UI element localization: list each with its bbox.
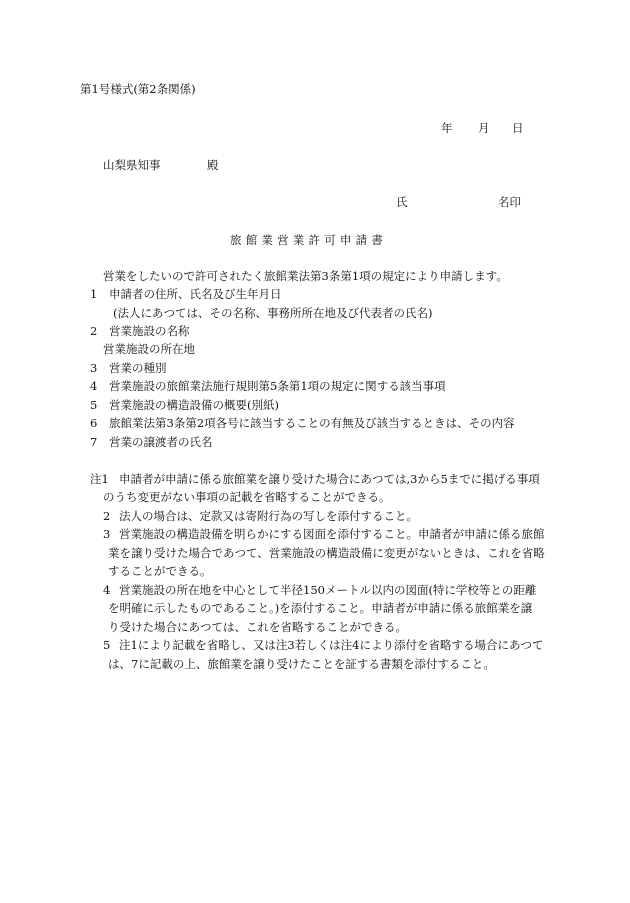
item-2-sub-text: 営業施設の所在地 <box>103 342 195 356</box>
item-6-number: 6 <box>90 416 98 430</box>
note-3-number: 3 <box>103 527 111 541</box>
note-1-line-1: 申請者が申請に係る旅館業を譲り受けた場合にあつては,3から5までに掲げる事項 <box>119 472 540 486</box>
document-title: 旅館業営業許可申請書 <box>230 233 387 247</box>
honorific: 殿 <box>207 158 219 172</box>
item-4-number: 4 <box>90 379 98 393</box>
form-number: 第1号様式(第2条関係) <box>80 82 196 96</box>
note-1-line-2: のうち変更がない事項の記載を省略することができる。 <box>103 490 391 504</box>
date-year-label: 年 <box>441 121 453 135</box>
note-5-line-1: 注1により記載を省略し、又は注3若しくは注4により添付を省略する場合にあつて <box>119 638 544 652</box>
item-1-text: 申請者の住所、氏名及び生年月日 <box>109 287 282 301</box>
item-7-number: 7 <box>90 435 98 449</box>
note-4-number: 4 <box>103 583 111 597</box>
item-4-text: 営業施設の旅館業法施行規則第5条第1項の規定に関する該当事項 <box>109 379 446 393</box>
note-2-line-1: 法人の場合は、定款又は寄附行為の写しを添付すること。 <box>119 509 418 523</box>
item-5-text: 営業施設の構造設備の概要(別紙) <box>109 398 279 412</box>
applicant-shi-label: 氏 <box>396 195 408 209</box>
applicant-name-seal-label: 名印 <box>498 195 521 209</box>
intro-text: 営業をしたいので許可されたく旅館業法第3条第1項の規定により申請します。 <box>103 269 508 283</box>
item-3-text: 営業の種別 <box>109 361 167 375</box>
item-1-sub-text: (法人にあつては、その名称、事務所所在地及び代表者の氏名) <box>113 306 433 320</box>
note-3-line-3: することができる。 <box>108 564 212 578</box>
note-3-line-2: 業を譲り受けた場合であつて、営業施設の構造設備に変更がないときは、これを省略 <box>108 546 545 560</box>
item-2-text: 営業施設の名称 <box>109 324 190 338</box>
item-2-number: 2 <box>90 324 98 338</box>
note-4-line-2: を明確に示したものであること。)を添付すること。申請者が申請に係る旅館業を譲 <box>108 601 533 615</box>
note-5-line-2: は、7に記載の上、旅館業を譲り受けたことを証する書類を添付すること。 <box>108 657 495 671</box>
note-5-number: 5 <box>103 638 111 652</box>
note-3-line-1: 営業施設の構造設備を明らかにする図面を添付すること。申請者が申請に係る旅館 <box>119 527 545 541</box>
date-day-label: 日 <box>512 121 524 135</box>
item-5-number: 5 <box>90 398 98 412</box>
note-label: 注1 <box>90 472 109 486</box>
item-7-text: 営業の譲渡者の氏名 <box>109 435 213 449</box>
note-4-line-1: 営業施設の所在地を中心として半径150メートル以内の図面(特に学校等との距離 <box>119 583 537 597</box>
addressee: 山梨県知事 <box>103 158 161 172</box>
note-4-line-3: り受けた場合にあつては、これを省略することができる。 <box>108 620 407 634</box>
item-6-text: 旅館業法第3条第2項各号に該当することの有無及び該当するときは、その内容 <box>109 416 515 430</box>
date-month-label: 月 <box>478 121 490 135</box>
note-2-number: 2 <box>103 509 111 523</box>
item-3-number: 3 <box>90 361 98 375</box>
item-1-number: 1 <box>90 287 98 301</box>
